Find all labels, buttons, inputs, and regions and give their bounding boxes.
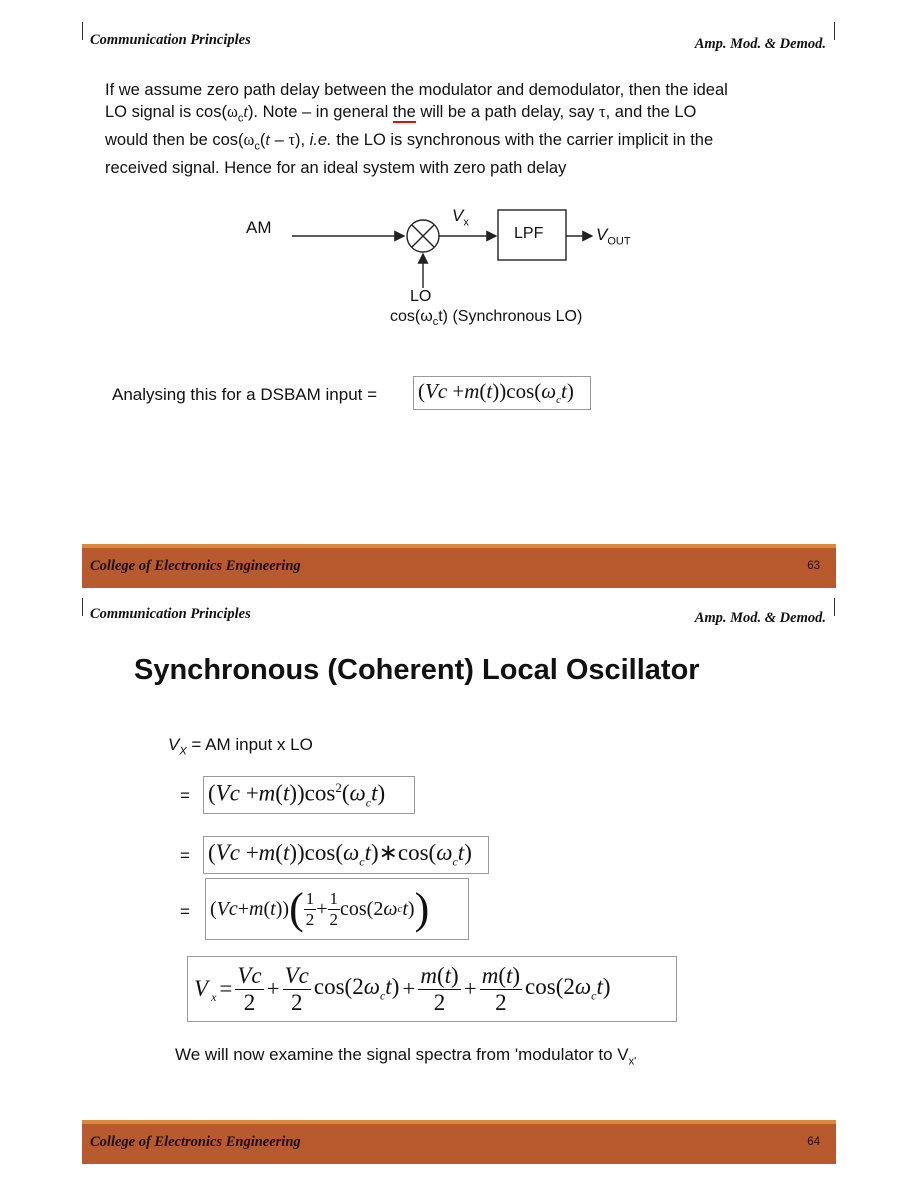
header-tick-left [82,22,83,40]
footer-college-name: College of Electronics Engineering [90,1134,301,1150]
lpf-label: LPF [514,225,544,242]
page-footer-64 [82,1120,836,1164]
page-number: 64 [807,1136,820,1148]
footer-college-name: College of Electronics Engineering [90,558,301,574]
paragraph-line-1: If we assume zero path delay between the modulator and demodulator, then the ideal [105,81,728,99]
paragraph-line-2: LO signal is $\cos(\omega_ct)$. Note – in general the will be a path delay, say τ, and the LO [105,102,697,125]
lo-description: $\cos(\omega_ct)$ (Synchronous LO) [390,308,583,329]
intro-paragraph [105,80,835,179]
header-tick-right [834,598,835,616]
closing-sentence: We will now examine the signal spectra from 'modulator to $V_{x'}$ [175,1045,637,1068]
equals-sign: = [180,786,190,805]
header-course-title: Communication Principles [90,32,251,48]
page-title: Synchronous (Coherent) Local Oscillator [134,654,700,686]
equation-cos-product: $(Vc +m(t))\cos(\omega_ct)∗\cos(\omega_ct)$ [203,836,489,874]
header-course-title: Communication Principles [90,606,251,622]
equation-cos-squared: $(Vc +m(t))\cos^2(\omega_ct)$ [203,776,415,814]
am-input-label: AM [246,218,272,237]
vx-definition: $V_X$ = AM input x LO [168,735,313,758]
equals-sign: = [180,846,190,865]
equation-vx-result: V $_x$ = $\frac{Vc}{2}$ + $\frac{Vc}{2}$ $\cos(2\omega_ct)$ + $\frac{m(t)}{2}$ + $\frac{m(t)}{2}$ $\cos(2\omega_ct)$ [187,956,677,1022]
lo-label: LO [410,288,432,305]
underlined-word: the [392,103,416,121]
header-tick-right [834,22,835,40]
header-tick-left [82,598,83,616]
page-footer-63 [82,544,836,588]
analysing-text: Analysing this for a DSBAM input = [112,385,378,404]
header-chapter-title: Amp. Mod. & Demod. [694,36,826,52]
header-chapter-title: Amp. Mod. & Demod. [694,610,826,626]
paragraph-line-4: received signal. Hence for an ideal system with zero path delay [105,158,567,177]
equals-sign: = [180,902,190,921]
paragraph-line-3: would then be $\cos(\omega_c(t - \tau)$, i.e. the LO is synchronous with the carrier implicit in the [105,130,714,153]
page-number: 63 [807,560,820,572]
dsbam-input-equation: $(Vc +m(t))\cos(\omega_ct)$ [413,376,591,410]
equation-half-expansion: ( Vc + m ( t )) ( $\frac{1}{2}$ + $\frac{1}{2}$ cos(2 ω c t ) ) [205,878,469,940]
vx-label: $V_x$ [452,206,469,229]
vout-label: $V_{OUT}$ [596,225,631,248]
